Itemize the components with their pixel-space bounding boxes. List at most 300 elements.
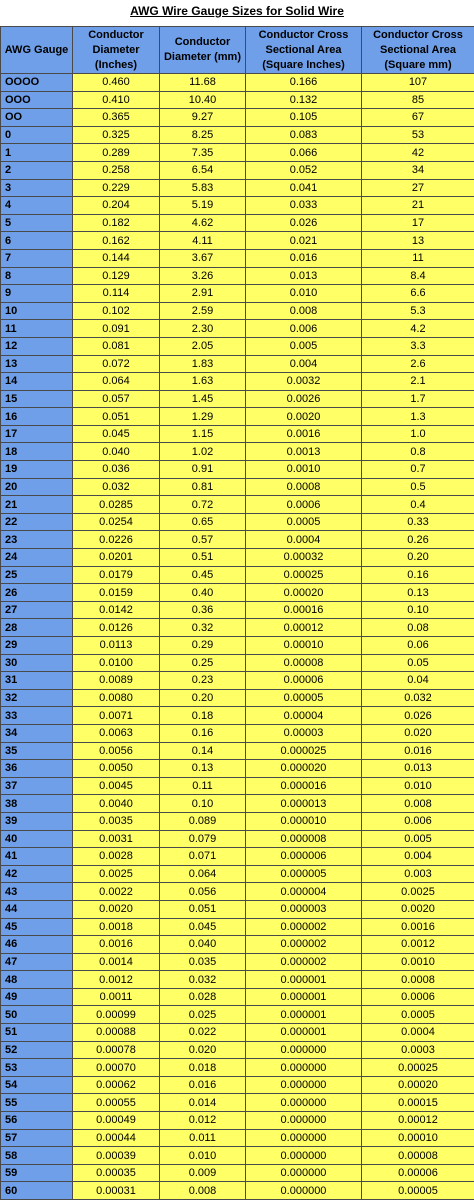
awg-gauge-cell: 1 — [1, 144, 73, 162]
table-row — [1, 812, 474, 830]
area-sq-mm-cell: 0.00015 — [362, 1094, 474, 1112]
table-row — [1, 1094, 474, 1112]
diameter-mm-cell: 0.008 — [160, 1182, 246, 1200]
diameter-mm-cell: 0.014 — [160, 1094, 246, 1112]
diameter-inches-cell: 0.064 — [73, 373, 160, 391]
awg-gauge-cell: 27 — [1, 601, 73, 619]
table-row — [1, 496, 474, 514]
diameter-inches-cell: 0.144 — [73, 249, 160, 267]
awg-gauge-cell: 35 — [1, 742, 73, 760]
area-sq-mm-cell: 1.0 — [362, 425, 474, 443]
table-row — [1, 1024, 474, 1042]
area-sq-mm-cell: 0.004 — [362, 848, 474, 866]
table-row — [1, 1006, 474, 1024]
area-sq-inches-cell: 0.000008 — [246, 830, 362, 848]
diameter-mm-cell: 5.19 — [160, 197, 246, 215]
table-row — [1, 267, 474, 285]
area-sq-mm-cell: 0.010 — [362, 777, 474, 795]
area-sq-inches-cell: 0.0010 — [246, 461, 362, 479]
diameter-mm-cell: 2.91 — [160, 285, 246, 303]
table-row — [1, 74, 474, 92]
table-row — [1, 285, 474, 303]
diameter-inches-cell: 0.036 — [73, 461, 160, 479]
diameter-mm-cell: 1.29 — [160, 408, 246, 426]
area-sq-inches-cell: 0.166 — [246, 74, 362, 92]
awg-gauge-cell: 22 — [1, 513, 73, 531]
awg-gauge-cell: 6 — [1, 232, 73, 250]
area-sq-mm-cell: 0.08 — [362, 619, 474, 637]
area-sq-mm-cell: 0.00010 — [362, 1129, 474, 1147]
area-sq-inches-cell: 0.000000 — [246, 1094, 362, 1112]
diameter-mm-cell: 0.045 — [160, 918, 246, 936]
awg-gauge-cell: 47 — [1, 953, 73, 971]
area-sq-mm-cell: 0.00005 — [362, 1182, 474, 1200]
area-sq-inches-cell: 0.000025 — [246, 742, 362, 760]
diameter-inches-cell: 0.0113 — [73, 637, 160, 655]
table-row — [1, 161, 474, 179]
area-sq-mm-cell: 13 — [362, 232, 474, 250]
diameter-mm-cell: 0.13 — [160, 760, 246, 778]
awg-gauge-cell: 18 — [1, 443, 73, 461]
diameter-mm-cell: 11.68 — [160, 74, 246, 92]
area-sq-mm-cell: 107 — [362, 74, 474, 92]
diameter-mm-cell: 1.02 — [160, 443, 246, 461]
diameter-inches-cell: 0.0226 — [73, 531, 160, 549]
table-row — [1, 830, 474, 848]
awg-gauge-cell: 31 — [1, 672, 73, 690]
diameter-inches-cell: 0.460 — [73, 74, 160, 92]
area-sq-mm-cell: 8.4 — [362, 267, 474, 285]
table-row — [1, 408, 474, 426]
table-row — [1, 637, 474, 655]
table-row — [1, 795, 474, 813]
awg-gauge-cell: 60 — [1, 1182, 73, 1200]
awg-gauge-cell: 32 — [1, 689, 73, 707]
area-sq-inches-cell: 0.000000 — [246, 1129, 362, 1147]
awg-gauge-cell: 17 — [1, 425, 73, 443]
table-row — [1, 126, 474, 144]
diameter-mm-cell: 0.051 — [160, 900, 246, 918]
table-row — [1, 566, 474, 584]
diameter-mm-cell: 0.18 — [160, 707, 246, 725]
table-row — [1, 337, 474, 355]
table-row — [1, 742, 474, 760]
area-sq-inches-cell: 0.0004 — [246, 531, 362, 549]
area-sq-mm-cell: 0.00008 — [362, 1147, 474, 1165]
awg-gauge-cell: 57 — [1, 1129, 73, 1147]
area-sq-mm-cell: 0.0016 — [362, 918, 474, 936]
area-sq-mm-cell: 53 — [362, 126, 474, 144]
table-row — [1, 1112, 474, 1130]
area-sq-inches-cell: 0.00004 — [246, 707, 362, 725]
table-row — [1, 865, 474, 883]
awg-gauge-cell: 52 — [1, 1041, 73, 1059]
table-row — [1, 232, 474, 250]
diameter-inches-cell: 0.0056 — [73, 742, 160, 760]
diameter-inches-cell: 0.00044 — [73, 1129, 160, 1147]
awg-gauge-cell: 23 — [1, 531, 73, 549]
diameter-inches-cell: 0.0071 — [73, 707, 160, 725]
diameter-mm-cell: 6.54 — [160, 161, 246, 179]
area-sq-inches-cell: 0.0008 — [246, 478, 362, 496]
diameter-inches-cell: 0.0050 — [73, 760, 160, 778]
area-sq-mm-cell: 0.0008 — [362, 971, 474, 989]
area-sq-inches-cell: 0.000003 — [246, 900, 362, 918]
awg-gauge-cell: 12 — [1, 337, 73, 355]
awg-gauge-cell: 43 — [1, 883, 73, 901]
awg-gauge-cell: 59 — [1, 1164, 73, 1182]
awg-gauge-cell: 0 — [1, 126, 73, 144]
diameter-inches-cell: 0.0142 — [73, 601, 160, 619]
area-sq-inches-cell: 0.00012 — [246, 619, 362, 637]
table-row — [1, 848, 474, 866]
area-sq-inches-cell: 0.016 — [246, 249, 362, 267]
diameter-inches-cell: 0.0201 — [73, 549, 160, 567]
diameter-mm-cell: 0.079 — [160, 830, 246, 848]
diameter-inches-cell: 0.0254 — [73, 513, 160, 531]
awg-gauge-cell: 10 — [1, 302, 73, 320]
table-row — [1, 936, 474, 954]
diameter-inches-cell: 0.0045 — [73, 777, 160, 795]
diameter-mm-cell: 0.16 — [160, 724, 246, 742]
awg-gauge-cell: OOOO — [1, 74, 73, 92]
area-sq-inches-cell: 0.00025 — [246, 566, 362, 584]
area-sq-inches-cell: 0.041 — [246, 179, 362, 197]
area-sq-mm-cell: 0.005 — [362, 830, 474, 848]
diameter-mm-cell: 0.40 — [160, 584, 246, 602]
area-sq-inches-cell: 0.00010 — [246, 637, 362, 655]
area-sq-inches-cell: 0.033 — [246, 197, 362, 215]
area-sq-inches-cell: 0.008 — [246, 302, 362, 320]
diameter-inches-cell: 0.0285 — [73, 496, 160, 514]
area-sq-inches-cell: 0.000000 — [246, 1059, 362, 1077]
awg-gauge-cell: 30 — [1, 654, 73, 672]
area-sq-inches-cell: 0.000001 — [246, 1024, 362, 1042]
diameter-mm-cell: 8.25 — [160, 126, 246, 144]
diameter-mm-cell: 0.25 — [160, 654, 246, 672]
area-sq-mm-cell: 0.016 — [362, 742, 474, 760]
table-row — [1, 461, 474, 479]
diameter-inches-cell: 0.0126 — [73, 619, 160, 637]
diameter-mm-cell: 0.11 — [160, 777, 246, 795]
diameter-mm-cell: 0.028 — [160, 988, 246, 1006]
diameter-inches-cell: 0.00099 — [73, 1006, 160, 1024]
diameter-inches-cell: 0.00070 — [73, 1059, 160, 1077]
area-sq-mm-cell: 0.0012 — [362, 936, 474, 954]
area-sq-inches-cell: 0.000002 — [246, 918, 362, 936]
diameter-mm-cell: 0.012 — [160, 1112, 246, 1130]
diameter-mm-cell: 0.016 — [160, 1076, 246, 1094]
table-row — [1, 513, 474, 531]
awg-gauge-cell: 25 — [1, 566, 73, 584]
diameter-mm-cell: 0.51 — [160, 549, 246, 567]
diameter-mm-cell: 2.59 — [160, 302, 246, 320]
area-sq-inches-cell: 0.00006 — [246, 672, 362, 690]
diameter-mm-cell: 0.29 — [160, 637, 246, 655]
table-row — [1, 689, 474, 707]
diameter-mm-cell: 0.056 — [160, 883, 246, 901]
diameter-inches-cell: 0.0031 — [73, 830, 160, 848]
diameter-mm-cell: 0.009 — [160, 1164, 246, 1182]
awg-gauge-cell: 49 — [1, 988, 73, 1006]
awg-gauge-cell: 14 — [1, 373, 73, 391]
header-diameter-inches: Conductor Diameter (Inches) — [73, 27, 160, 74]
area-sq-mm-cell: 0.33 — [362, 513, 474, 531]
area-sq-mm-cell: 6.6 — [362, 285, 474, 303]
awg-gauge-cell: 5 — [1, 214, 73, 232]
table-row — [1, 601, 474, 619]
area-sq-inches-cell: 0.0005 — [246, 513, 362, 531]
area-sq-inches-cell: 0.000020 — [246, 760, 362, 778]
diameter-inches-cell: 0.0040 — [73, 795, 160, 813]
area-sq-inches-cell: 0.026 — [246, 214, 362, 232]
area-sq-mm-cell: 21 — [362, 197, 474, 215]
area-sq-mm-cell: 1.7 — [362, 390, 474, 408]
area-sq-mm-cell: 0.8 — [362, 443, 474, 461]
area-sq-inches-cell: 0.000000 — [246, 1076, 362, 1094]
area-sq-mm-cell: 0.0010 — [362, 953, 474, 971]
awg-gauge-cell: 11 — [1, 320, 73, 338]
diameter-inches-cell: 0.0011 — [73, 988, 160, 1006]
diameter-mm-cell: 0.064 — [160, 865, 246, 883]
diameter-inches-cell: 0.0020 — [73, 900, 160, 918]
table-row — [1, 1041, 474, 1059]
area-sq-mm-cell: 0.020 — [362, 724, 474, 742]
area-sq-inches-cell: 0.00003 — [246, 724, 362, 742]
area-sq-inches-cell: 0.000001 — [246, 1006, 362, 1024]
diameter-mm-cell: 0.025 — [160, 1006, 246, 1024]
table-row — [1, 531, 474, 549]
area-sq-inches-cell: 0.105 — [246, 109, 362, 127]
awg-gauge-cell: 46 — [1, 936, 73, 954]
area-sq-inches-cell: 0.132 — [246, 91, 362, 109]
diameter-inches-cell: 0.00055 — [73, 1094, 160, 1112]
area-sq-mm-cell: 0.00006 — [362, 1164, 474, 1182]
table-row — [1, 179, 474, 197]
diameter-mm-cell: 0.018 — [160, 1059, 246, 1077]
table-row — [1, 619, 474, 637]
diameter-mm-cell: 4.11 — [160, 232, 246, 250]
diameter-mm-cell: 9.27 — [160, 109, 246, 127]
diameter-inches-cell: 0.051 — [73, 408, 160, 426]
table-row — [1, 302, 474, 320]
area-sq-mm-cell: 0.7 — [362, 461, 474, 479]
area-sq-mm-cell: 0.003 — [362, 865, 474, 883]
diameter-inches-cell: 0.072 — [73, 355, 160, 373]
diameter-mm-cell: 0.032 — [160, 971, 246, 989]
area-sq-mm-cell: 2.6 — [362, 355, 474, 373]
table-row — [1, 918, 474, 936]
diameter-mm-cell: 0.071 — [160, 848, 246, 866]
diameter-inches-cell: 0.0035 — [73, 812, 160, 830]
table-row — [1, 390, 474, 408]
page-title: AWG Wire Gauge Sizes for Solid Wire — [0, 0, 474, 26]
area-sq-mm-cell: 0.0005 — [362, 1006, 474, 1024]
awg-gauge-cell: 50 — [1, 1006, 73, 1024]
area-sq-inches-cell: 0.000001 — [246, 971, 362, 989]
diameter-mm-cell: 0.72 — [160, 496, 246, 514]
awg-gauge-cell: 2 — [1, 161, 73, 179]
diameter-inches-cell: 0.057 — [73, 390, 160, 408]
area-sq-mm-cell: 0.26 — [362, 531, 474, 549]
diameter-inches-cell: 0.410 — [73, 91, 160, 109]
diameter-inches-cell: 0.0063 — [73, 724, 160, 742]
table-row — [1, 760, 474, 778]
diameter-mm-cell: 0.10 — [160, 795, 246, 813]
diameter-inches-cell: 0.325 — [73, 126, 160, 144]
area-sq-inches-cell: 0.021 — [246, 232, 362, 250]
awg-gauge-cell: 39 — [1, 812, 73, 830]
area-sq-inches-cell: 0.0032 — [246, 373, 362, 391]
table-row — [1, 1129, 474, 1147]
table-row — [1, 1182, 474, 1200]
diameter-inches-cell: 0.081 — [73, 337, 160, 355]
table-row — [1, 777, 474, 795]
area-sq-inches-cell: 0.083 — [246, 126, 362, 144]
area-sq-inches-cell: 0.00032 — [246, 549, 362, 567]
awg-gauge-cell: 28 — [1, 619, 73, 637]
awg-gauge-cell: 37 — [1, 777, 73, 795]
diameter-mm-cell: 0.23 — [160, 672, 246, 690]
awg-gauge-cell: 48 — [1, 971, 73, 989]
table-row — [1, 654, 474, 672]
diameter-inches-cell: 0.0018 — [73, 918, 160, 936]
table-row — [1, 320, 474, 338]
area-sq-inches-cell: 0.0013 — [246, 443, 362, 461]
awg-gauge-cell: 9 — [1, 285, 73, 303]
area-sq-inches-cell: 0.000002 — [246, 936, 362, 954]
diameter-inches-cell: 0.045 — [73, 425, 160, 443]
diameter-mm-cell: 7.35 — [160, 144, 246, 162]
diameter-mm-cell: 0.81 — [160, 478, 246, 496]
diameter-inches-cell: 0.0012 — [73, 971, 160, 989]
awg-gauge-cell: 7 — [1, 249, 73, 267]
table-row — [1, 988, 474, 1006]
area-sq-inches-cell: 0.004 — [246, 355, 362, 373]
area-sq-mm-cell: 0.00012 — [362, 1112, 474, 1130]
area-sq-inches-cell: 0.006 — [246, 320, 362, 338]
diameter-inches-cell: 0.0089 — [73, 672, 160, 690]
diameter-mm-cell: 3.26 — [160, 267, 246, 285]
table-row — [1, 883, 474, 901]
diameter-mm-cell: 5.83 — [160, 179, 246, 197]
area-sq-inches-cell: 0.010 — [246, 285, 362, 303]
diameter-inches-cell: 0.040 — [73, 443, 160, 461]
area-sq-inches-cell: 0.000013 — [246, 795, 362, 813]
awg-gauge-cell: 36 — [1, 760, 73, 778]
area-sq-inches-cell: 0.0020 — [246, 408, 362, 426]
diameter-mm-cell: 4.62 — [160, 214, 246, 232]
diameter-inches-cell: 0.00049 — [73, 1112, 160, 1130]
diameter-inches-cell: 0.258 — [73, 161, 160, 179]
diameter-inches-cell: 0.114 — [73, 285, 160, 303]
header-awg-gauge: AWG Gauge — [1, 27, 73, 74]
table-body — [1, 74, 474, 1200]
area-sq-inches-cell: 0.00016 — [246, 601, 362, 619]
awg-gauge-cell: 54 — [1, 1076, 73, 1094]
awg-gauge-cell: 34 — [1, 724, 73, 742]
area-sq-mm-cell: 85 — [362, 91, 474, 109]
table-row — [1, 425, 474, 443]
diameter-inches-cell: 0.182 — [73, 214, 160, 232]
diameter-inches-cell: 0.0028 — [73, 848, 160, 866]
diameter-mm-cell: 0.45 — [160, 566, 246, 584]
awg-gauge-cell: 29 — [1, 637, 73, 655]
area-sq-mm-cell: 0.00020 — [362, 1076, 474, 1094]
area-sq-inches-cell: 0.000000 — [246, 1112, 362, 1130]
area-sq-mm-cell: 0.04 — [362, 672, 474, 690]
area-sq-inches-cell: 0.052 — [246, 161, 362, 179]
area-sq-mm-cell: 0.026 — [362, 707, 474, 725]
diameter-mm-cell: 1.45 — [160, 390, 246, 408]
awg-gauge-cell: 20 — [1, 478, 73, 496]
diameter-inches-cell: 0.129 — [73, 267, 160, 285]
awg-gauge-cell: 44 — [1, 900, 73, 918]
area-sq-inches-cell: 0.005 — [246, 337, 362, 355]
diameter-mm-cell: 0.65 — [160, 513, 246, 531]
awg-gauge-cell: 51 — [1, 1024, 73, 1042]
area-sq-inches-cell: 0.0026 — [246, 390, 362, 408]
area-sq-mm-cell: 0.008 — [362, 795, 474, 813]
table-row — [1, 724, 474, 742]
table-row — [1, 953, 474, 971]
area-sq-mm-cell: 0.00025 — [362, 1059, 474, 1077]
area-sq-mm-cell: 0.13 — [362, 584, 474, 602]
diameter-inches-cell: 0.091 — [73, 320, 160, 338]
diameter-mm-cell: 1.63 — [160, 373, 246, 391]
awg-gauge-cell: 55 — [1, 1094, 73, 1112]
diameter-inches-cell: 0.032 — [73, 478, 160, 496]
diameter-mm-cell: 0.035 — [160, 953, 246, 971]
awg-gauge-cell: 3 — [1, 179, 73, 197]
diameter-inches-cell: 0.0016 — [73, 936, 160, 954]
diameter-mm-cell: 0.32 — [160, 619, 246, 637]
area-sq-inches-cell: 0.013 — [246, 267, 362, 285]
awg-gauge-cell: 42 — [1, 865, 73, 883]
awg-gauge-cell: 41 — [1, 848, 73, 866]
diameter-mm-cell: 3.67 — [160, 249, 246, 267]
area-sq-inches-cell: 0.000000 — [246, 1041, 362, 1059]
awg-gauge-cell: OOO — [1, 91, 73, 109]
area-sq-mm-cell: 1.3 — [362, 408, 474, 426]
diameter-inches-cell: 0.229 — [73, 179, 160, 197]
diameter-inches-cell: 0.00031 — [73, 1182, 160, 1200]
header-area-sq-mm: Conductor Cross Sectional Area (Square mm) — [362, 27, 474, 74]
diameter-inches-cell: 0.162 — [73, 232, 160, 250]
area-sq-inches-cell: 0.000002 — [246, 953, 362, 971]
header-area-sq-inches: Conductor Cross Sectional Area (Square Inches) — [246, 27, 362, 74]
table-row — [1, 900, 474, 918]
diameter-inches-cell: 0.0080 — [73, 689, 160, 707]
area-sq-mm-cell: 0.0020 — [362, 900, 474, 918]
area-sq-mm-cell: 67 — [362, 109, 474, 127]
diameter-inches-cell: 0.0014 — [73, 953, 160, 971]
diameter-mm-cell: 0.040 — [160, 936, 246, 954]
area-sq-inches-cell: 0.000006 — [246, 848, 362, 866]
area-sq-mm-cell: 0.16 — [362, 566, 474, 584]
awg-gauge-cell: 16 — [1, 408, 73, 426]
area-sq-inches-cell: 0.000001 — [246, 988, 362, 1006]
area-sq-mm-cell: 34 — [362, 161, 474, 179]
area-sq-inches-cell: 0.0016 — [246, 425, 362, 443]
table-row — [1, 549, 474, 567]
diameter-mm-cell: 0.91 — [160, 461, 246, 479]
area-sq-inches-cell: 0.000000 — [246, 1147, 362, 1165]
table-row — [1, 197, 474, 215]
area-sq-mm-cell: 0.4 — [362, 496, 474, 514]
table-row — [1, 443, 474, 461]
table-row — [1, 1059, 474, 1077]
